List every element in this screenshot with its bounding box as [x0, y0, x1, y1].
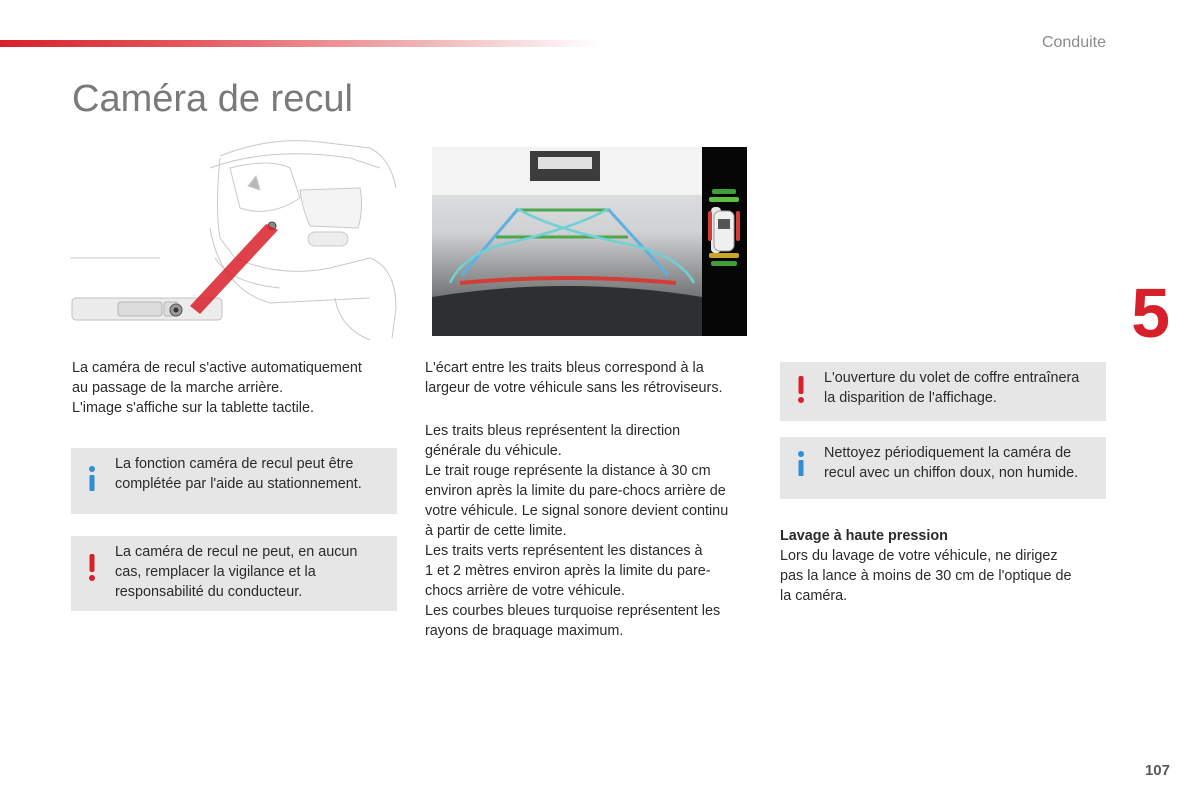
text-line: chocs arrière de votre véhicule. [425, 583, 625, 599]
text-line: Le trait rouge représente la distance à 30 cm [425, 463, 711, 479]
text-line: Les traits verts représentent les distances à [425, 543, 703, 559]
warning-box-vigilance [71, 536, 397, 611]
warning-box-tailgate [780, 362, 1106, 421]
header-accent-bar [0, 40, 600, 47]
text-line: la disparition de l'affichage. [824, 390, 997, 406]
text-line: au passage de la marche arrière. [72, 380, 284, 396]
text-line: pas la lance à moins de 30 cm de l'optique de [780, 568, 1072, 584]
page-title: Caméra de recul [72, 78, 353, 120]
high-pressure-wash-section [780, 526, 1115, 606]
lines-width-paragraph [425, 358, 760, 398]
info-box-cleaning [780, 437, 1106, 499]
text-line: complétée par l'aide au stationnement. [115, 476, 362, 492]
text-line: L'image s'affiche sur la tablette tactile. [72, 400, 315, 416]
text-line: L'écart entre les traits bleus correspond à la [425, 360, 704, 376]
text-line: Lors du lavage de votre véhicule, ne dirigez [780, 548, 1058, 564]
text-line: à partir de cette limite. [425, 523, 567, 539]
text-line: générale du véhicule. [425, 443, 562, 459]
info-icon [794, 449, 808, 479]
text-line: rayons de braquage maximum. [425, 623, 624, 639]
wash-heading: Lavage à haute pression [780, 528, 948, 544]
text-line: la caméra. [780, 588, 848, 604]
text-line: votre véhicule. Le signal sonore devient continu [425, 503, 729, 519]
text-line: La fonction caméra de recul peut être [115, 456, 354, 472]
text-line: largeur de votre véhicule sans les rétroviseurs. [425, 380, 723, 396]
text-line: La caméra de recul s'active automatiquement [72, 360, 362, 376]
intro-paragraph [72, 358, 402, 418]
text-line: Les traits bleus représentent la direction [425, 423, 681, 439]
info-box-parking-aid [71, 448, 397, 514]
text-line: L'ouverture du volet de coffre entraînera [824, 370, 1080, 386]
text-line: recul avec un chiffon doux, non humide. [824, 465, 1079, 481]
text-line: 1 et 2 mètres environ après la limite du pare- [425, 563, 711, 579]
info-icon [85, 464, 99, 494]
rear-camera-screen-view [432, 147, 747, 336]
section-label: Conduite [1041, 34, 1106, 51]
warning-icon [794, 374, 808, 404]
text-line: Nettoyez périodiquement la caméra de [824, 445, 1072, 461]
text-line: cas, remplacer la vigilance et la [115, 564, 316, 580]
text-line: La caméra de recul ne peut, en aucun [115, 544, 358, 560]
page-number: 107 [1144, 762, 1170, 779]
chapter-number: 5 [1131, 274, 1170, 352]
warning-icon [85, 552, 99, 582]
text-line: environ après la limite du pare-chocs arrière de [425, 483, 726, 499]
car-rear-camera-illustration [70, 128, 398, 350]
text-line: responsabilité du conducteur. [115, 584, 303, 600]
guide-lines-paragraph [425, 421, 760, 641]
text-line: Les courbes bleues turquoise représentent les [425, 603, 721, 619]
